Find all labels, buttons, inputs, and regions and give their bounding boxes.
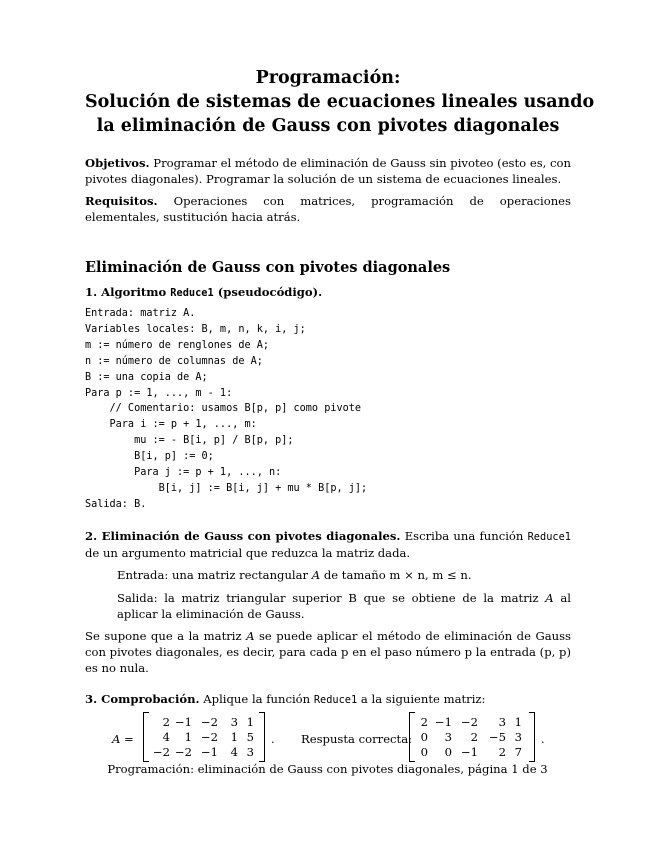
pseudocode-line: B[i, j] := B[i, j] + mu * B[p, j]; (85, 482, 368, 494)
matrix-cell: 3 (444, 729, 452, 744)
output-spec-var: A (545, 590, 554, 605)
page-content (85, 66, 595, 768)
matrix-cell: 0 (420, 729, 428, 744)
item-2-paragraph (85, 528, 571, 561)
input-spec (85, 567, 571, 583)
assumption-paragraph (85, 628, 571, 676)
item-3-paragraph (85, 691, 571, 708)
item-2-code-name: Reduce1 (527, 530, 571, 543)
output-spec-a: Salida: la matriz triangular superior B que se obtiene de la matriz (117, 590, 546, 605)
matrix-cell: 1 (514, 714, 522, 729)
page-footer: Programación: eliminación de Gauss con pivotes diagonales, página 1 de 3 (107, 762, 548, 776)
matrix-cell: 2 (420, 714, 428, 729)
matrix-cell: −1 (434, 714, 452, 729)
objectives-label: Objetivos. (85, 156, 150, 170)
output-spec-b: al aplicar la eliminación de Gauss. (117, 590, 572, 621)
matrix-row (148, 745, 254, 760)
pseudocode-line: Para i := p + 1, ..., m: (85, 419, 257, 431)
item-2-text-b: de un argumento matricial que reduzca la matriz dada. (85, 545, 411, 560)
matrix-cell: 2 (470, 729, 478, 744)
matrix-cell: 0 (444, 744, 452, 759)
matrix-a-period: . (271, 731, 275, 746)
matrix-a-label: A = (112, 731, 134, 746)
item-1-label-end: (pseudocódigo). (213, 285, 323, 299)
matrix-cell: −2 (200, 714, 218, 729)
matrix-row (414, 745, 522, 760)
item-1-label: 1. Algoritmo (85, 285, 171, 299)
requirements-paragraph (85, 193, 571, 225)
pseudocode-line: B[i, p] := 0; (85, 451, 214, 463)
requirements-label: Requisitos. (85, 194, 158, 208)
matrix-answer (409, 712, 535, 762)
matrix-cell: 5 (246, 729, 254, 744)
title-line-1: Programación: (255, 68, 401, 88)
pseudocode-block (85, 306, 571, 513)
matrix-answer-table (414, 715, 522, 760)
pseudocode-line: Salida: B. (85, 498, 147, 510)
objectives-paragraph (85, 155, 571, 187)
matrix-row (148, 715, 254, 730)
matrices-row (85, 712, 571, 768)
pseudocode-line: mu := - B[i, p] / B[p, p]; (85, 435, 294, 447)
title-line-3: la eliminación de Gauss con pivotes diagonales (96, 116, 560, 136)
section-heading: Eliminación de Gauss con pivotes diagonales (85, 259, 451, 276)
item-3-label: 3. Comprobación. (85, 691, 200, 706)
pseudocode-line: B := una copia de A; (85, 371, 208, 383)
pseudocode-line: Variables locales: B, m, n, k, i, j; (85, 323, 306, 335)
title-line-2: Solución de sistemas de ecuaciones lineales usando (85, 92, 595, 112)
matrix-cell: −1 (460, 744, 478, 759)
objectives-text: Programar el método de eliminación de Gauss sin pivoteo (esto es, con pivotes diagonales). Programar la solución de un sistema de ecuaciones lineales. (85, 156, 571, 186)
matrix-cell: 3 (514, 729, 522, 744)
matrix-cell: −2 (174, 744, 192, 759)
matrix-row (414, 715, 522, 730)
matrix-cell: −2 (200, 729, 218, 744)
item-3-text-a: Aplique la función (199, 691, 314, 706)
item-2-label: 2. Eliminación de Gauss con pivotes diagonales. (85, 528, 401, 543)
matrix-cell: 1 (184, 729, 192, 744)
pseudocode-line: m := número de renglones de A; (85, 339, 270, 351)
matrix-cell: −2 (460, 714, 478, 729)
item-3-text-b: a la siguiente matriz: (357, 691, 486, 706)
document-title (85, 66, 595, 138)
matrix-cell: 4 (230, 744, 238, 759)
pseudocode-line: Entrada: matriz A. (85, 308, 196, 319)
matrix-cell: −1 (200, 744, 218, 759)
pseudocode-line: // Comentario: usamos B[p, p] como pivote (85, 403, 362, 415)
matrix-answer-period: . (541, 731, 545, 746)
item-1-code-name: Reduce1 (170, 287, 214, 299)
matrix-cell: 4 (162, 729, 170, 744)
matrix-answer-right-bracket (529, 712, 535, 762)
matrix-a (143, 712, 265, 762)
matrix-cell: 2 (498, 744, 506, 759)
requirements-text: Operaciones con matrices, programación de operaciones elementales, sustitución hacia atrás. (85, 194, 571, 224)
matrix-cell: 3 (246, 744, 254, 759)
matrix-row (414, 730, 522, 745)
item-1-heading (85, 284, 571, 301)
answer-label: Respusta correcta: (301, 731, 413, 746)
input-spec-var: A (311, 567, 321, 582)
matrix-cell: 1 (246, 714, 254, 729)
matrix-cell: 2 (162, 714, 170, 729)
assumption-a: Se supone que a la matriz (85, 628, 247, 643)
matrix-cell: −5 (488, 729, 506, 744)
matrix-cell: −1 (174, 714, 192, 729)
matrix-cell: 7 (514, 744, 522, 759)
input-spec-b: de tamaño m × n, m ≤ n. (320, 567, 472, 582)
matrix-row (148, 730, 254, 745)
matrix-cell: 1 (230, 729, 238, 744)
pseudocode-line: Para p := 1, ..., m - 1: (85, 387, 233, 399)
matrix-cell: −2 (152, 744, 170, 759)
matrix-cell: 3 (498, 714, 506, 729)
matrix-cell: 0 (420, 744, 428, 759)
item-2-text-a: Escriba una función (400, 528, 528, 543)
output-spec (85, 590, 571, 622)
pseudocode-line: n := número de columnas de A; (85, 355, 263, 367)
pseudocode-line: Para j := p + 1, ..., n: (85, 467, 282, 479)
matrix-a-table (148, 715, 254, 760)
matrix-cell: 3 (230, 714, 238, 729)
matrix-a-right-bracket (259, 712, 265, 762)
item-3-code-name: Reduce1 (313, 693, 358, 706)
input-spec-a: Entrada: una matriz rectangular (117, 567, 312, 582)
assumption-b: se puede aplicar el método de eliminación de Gauss con pivotes diagonales, es decir, para cada p en el paso número p la entrada (p, p) es no nula. (85, 628, 571, 675)
assumption-var: A (246, 628, 255, 643)
